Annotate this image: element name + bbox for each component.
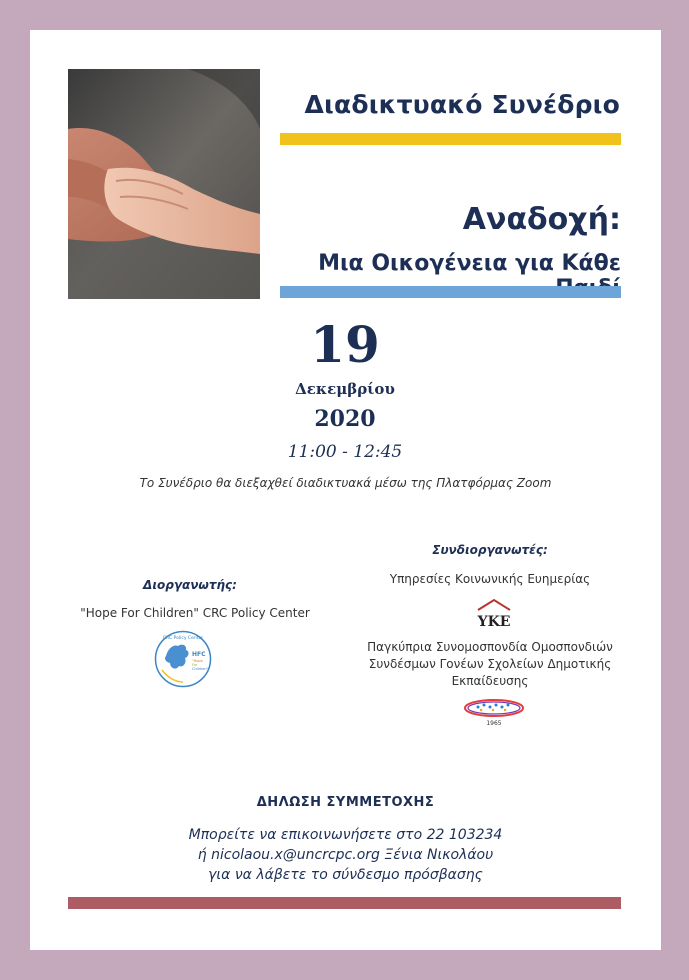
webinar-title: Διαδικτυακό Συνέδριο xyxy=(304,90,620,119)
platform-note: Το Συνέδριο θα διεξαχθεί διαδικτυακά μέσω της Πλατφόρμας Zoom xyxy=(139,476,552,490)
event-year: 2020 xyxy=(314,406,376,432)
hfc-logo-line3: Children" xyxy=(192,667,209,671)
hfc-logo-initials: HFC xyxy=(192,651,206,658)
poster xyxy=(30,30,661,950)
organizer-name: "Hope For Children" CRC Policy Center xyxy=(80,606,310,620)
hfc-logo-line1: "Hope xyxy=(192,659,203,663)
hands-photo xyxy=(68,69,260,299)
organizer-label: Διοργανωτής: xyxy=(143,578,237,592)
yke-logo-text: ΥΚΕ xyxy=(477,614,511,630)
contact-line-email[interactable]: ή nicolaou.x@uncrcpc.org Ξένια Νικολάου xyxy=(197,847,494,863)
title-underline-blue xyxy=(280,286,621,298)
pasgo-logo-year: 1965 xyxy=(486,720,502,727)
co-organizer-2-name xyxy=(350,639,630,690)
hfc-logo-ring-text: CRC Policy Center xyxy=(162,636,204,641)
yke-logo xyxy=(476,598,512,632)
co-organizer-2-line: Εκπαίδευσης xyxy=(451,674,529,688)
hfc-logo xyxy=(154,630,212,688)
event-time: 11:00 - 12:45 xyxy=(287,442,403,462)
footer-bar xyxy=(68,897,621,909)
contact-info xyxy=(90,825,601,885)
event-day: 19 xyxy=(310,315,380,374)
event-month: Δεκεμβρίου xyxy=(295,380,395,398)
pasgo-logo xyxy=(462,694,526,728)
co-organizers-label: Συνδιοργανωτές: xyxy=(432,543,548,557)
conference-subtitle: Μια Οικογένεια για Κάθε xyxy=(318,251,621,276)
rsvp-title: ΔΗΛΩΣΗ ΣΥΜΜΕΤΟΧΗΣ xyxy=(256,795,435,810)
contact-line-note: για να λάβετε το σύνδεσμο πρόσβασης xyxy=(208,867,483,883)
title-underline-yellow xyxy=(280,133,621,145)
co-organizer-1-name: Υπηρεσίες Κοινωνικής Ευημερίας xyxy=(389,572,591,586)
co-organizer-2-line: Παγκύπρια Συνομοσπονδία Ομοσπονδιών xyxy=(367,640,613,654)
co-organizer-2-line: Συνδέσμων Γονέων Σχολείων Δημοτικής xyxy=(368,657,612,671)
conference-title: Αναδοχή: xyxy=(462,202,621,237)
hfc-logo-line2: For xyxy=(192,663,198,667)
contact-line-phone: Μπορείτε να επικοινωνήσετε στο 22 103234 xyxy=(188,827,503,843)
